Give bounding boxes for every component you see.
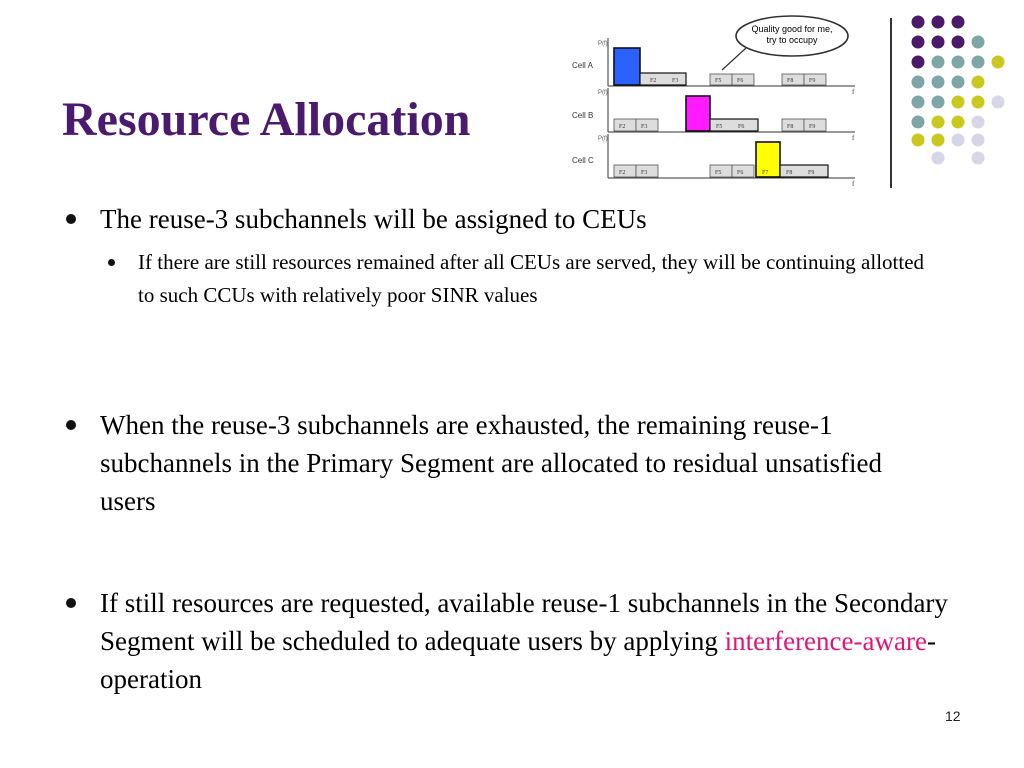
sub-bullet-marker [108,259,115,266]
cell-c-box-f5: F5 [715,170,722,176]
cell-b-label: Cell B [572,111,594,120]
bullet-text-3-after: -operation [100,626,936,694]
cell-c-box-f7: F7 [762,170,769,176]
cell-c-box-f6: F6 [737,170,744,176]
bullet-text-1: The reuse-3 subchannels will be assigned to CEUs [100,204,647,234]
interference-aware-highlight: interference-aware [724,626,927,656]
page-number: 12 [945,708,961,724]
dot-grid-circles [912,16,1005,165]
cell-b-box-f9: F9 [809,124,816,130]
bullet-marker [66,420,76,430]
cell-b-power-label: P(f) [598,90,608,96]
cell-b-box-f5: F5 [716,124,723,130]
callout-text-2: try to occupy [766,35,818,45]
cell-c-axis-label: f [852,180,855,188]
cell-a-box-f5: F5 [715,78,722,84]
cell-b-box-f2: F2 [619,124,626,130]
cell-c-box-f2: F2 [619,170,626,176]
cell-c-box-f8: F8 [786,170,793,176]
cell-c-box-f3: F3 [641,170,648,176]
cell-c-box-f9: F9 [808,170,815,176]
callout-text-1: Quality good for me, [751,24,833,34]
slide-title: Resource Allocation [62,93,471,146]
cell-a-box-f2: F2 [650,78,657,84]
cell-a-axis-label: f [852,88,855,96]
bullet-text-3 [100,584,960,698]
cell-a-label: Cell A [572,61,593,70]
cell-a-box-f6: F6 [737,78,744,84]
cell-a-box-f9: F9 [809,78,816,84]
cell-c-label: Cell C [572,156,594,165]
bullet-marker [66,214,76,224]
bullet-text-2: When the reuse-3 subchannels are exhausted, the remaining reuse-1 subchannels in the Primary Segment are allocated to residual unsatisfied users [100,410,883,516]
sub-bullet-text-1: If there are still resources remained after all CEUs are served, they will be continuing allotted to such CCUs with relatively poor SINR values [138,250,925,307]
bullet-marker [66,598,76,608]
cell-a-box-f3: F3 [672,78,679,84]
decorative-dot-grid [0,0,1024,170]
cell-b-box-f3: F3 [641,124,648,130]
cell-b-box-f6: F6 [738,124,745,130]
cell-a-power-label: P(f) [598,41,608,47]
cell-c-power-label: P(f) [598,136,608,142]
cell-a-box-f8: F8 [787,78,794,84]
cell-b-box-f8: F8 [787,124,794,130]
bullet-text-3-before: If still resources are requested, available reuse-1 subchannels in the Secondary Segment will be scheduled to adequate users by applying [100,588,948,656]
cell-b-axis-label: f [852,134,855,142]
